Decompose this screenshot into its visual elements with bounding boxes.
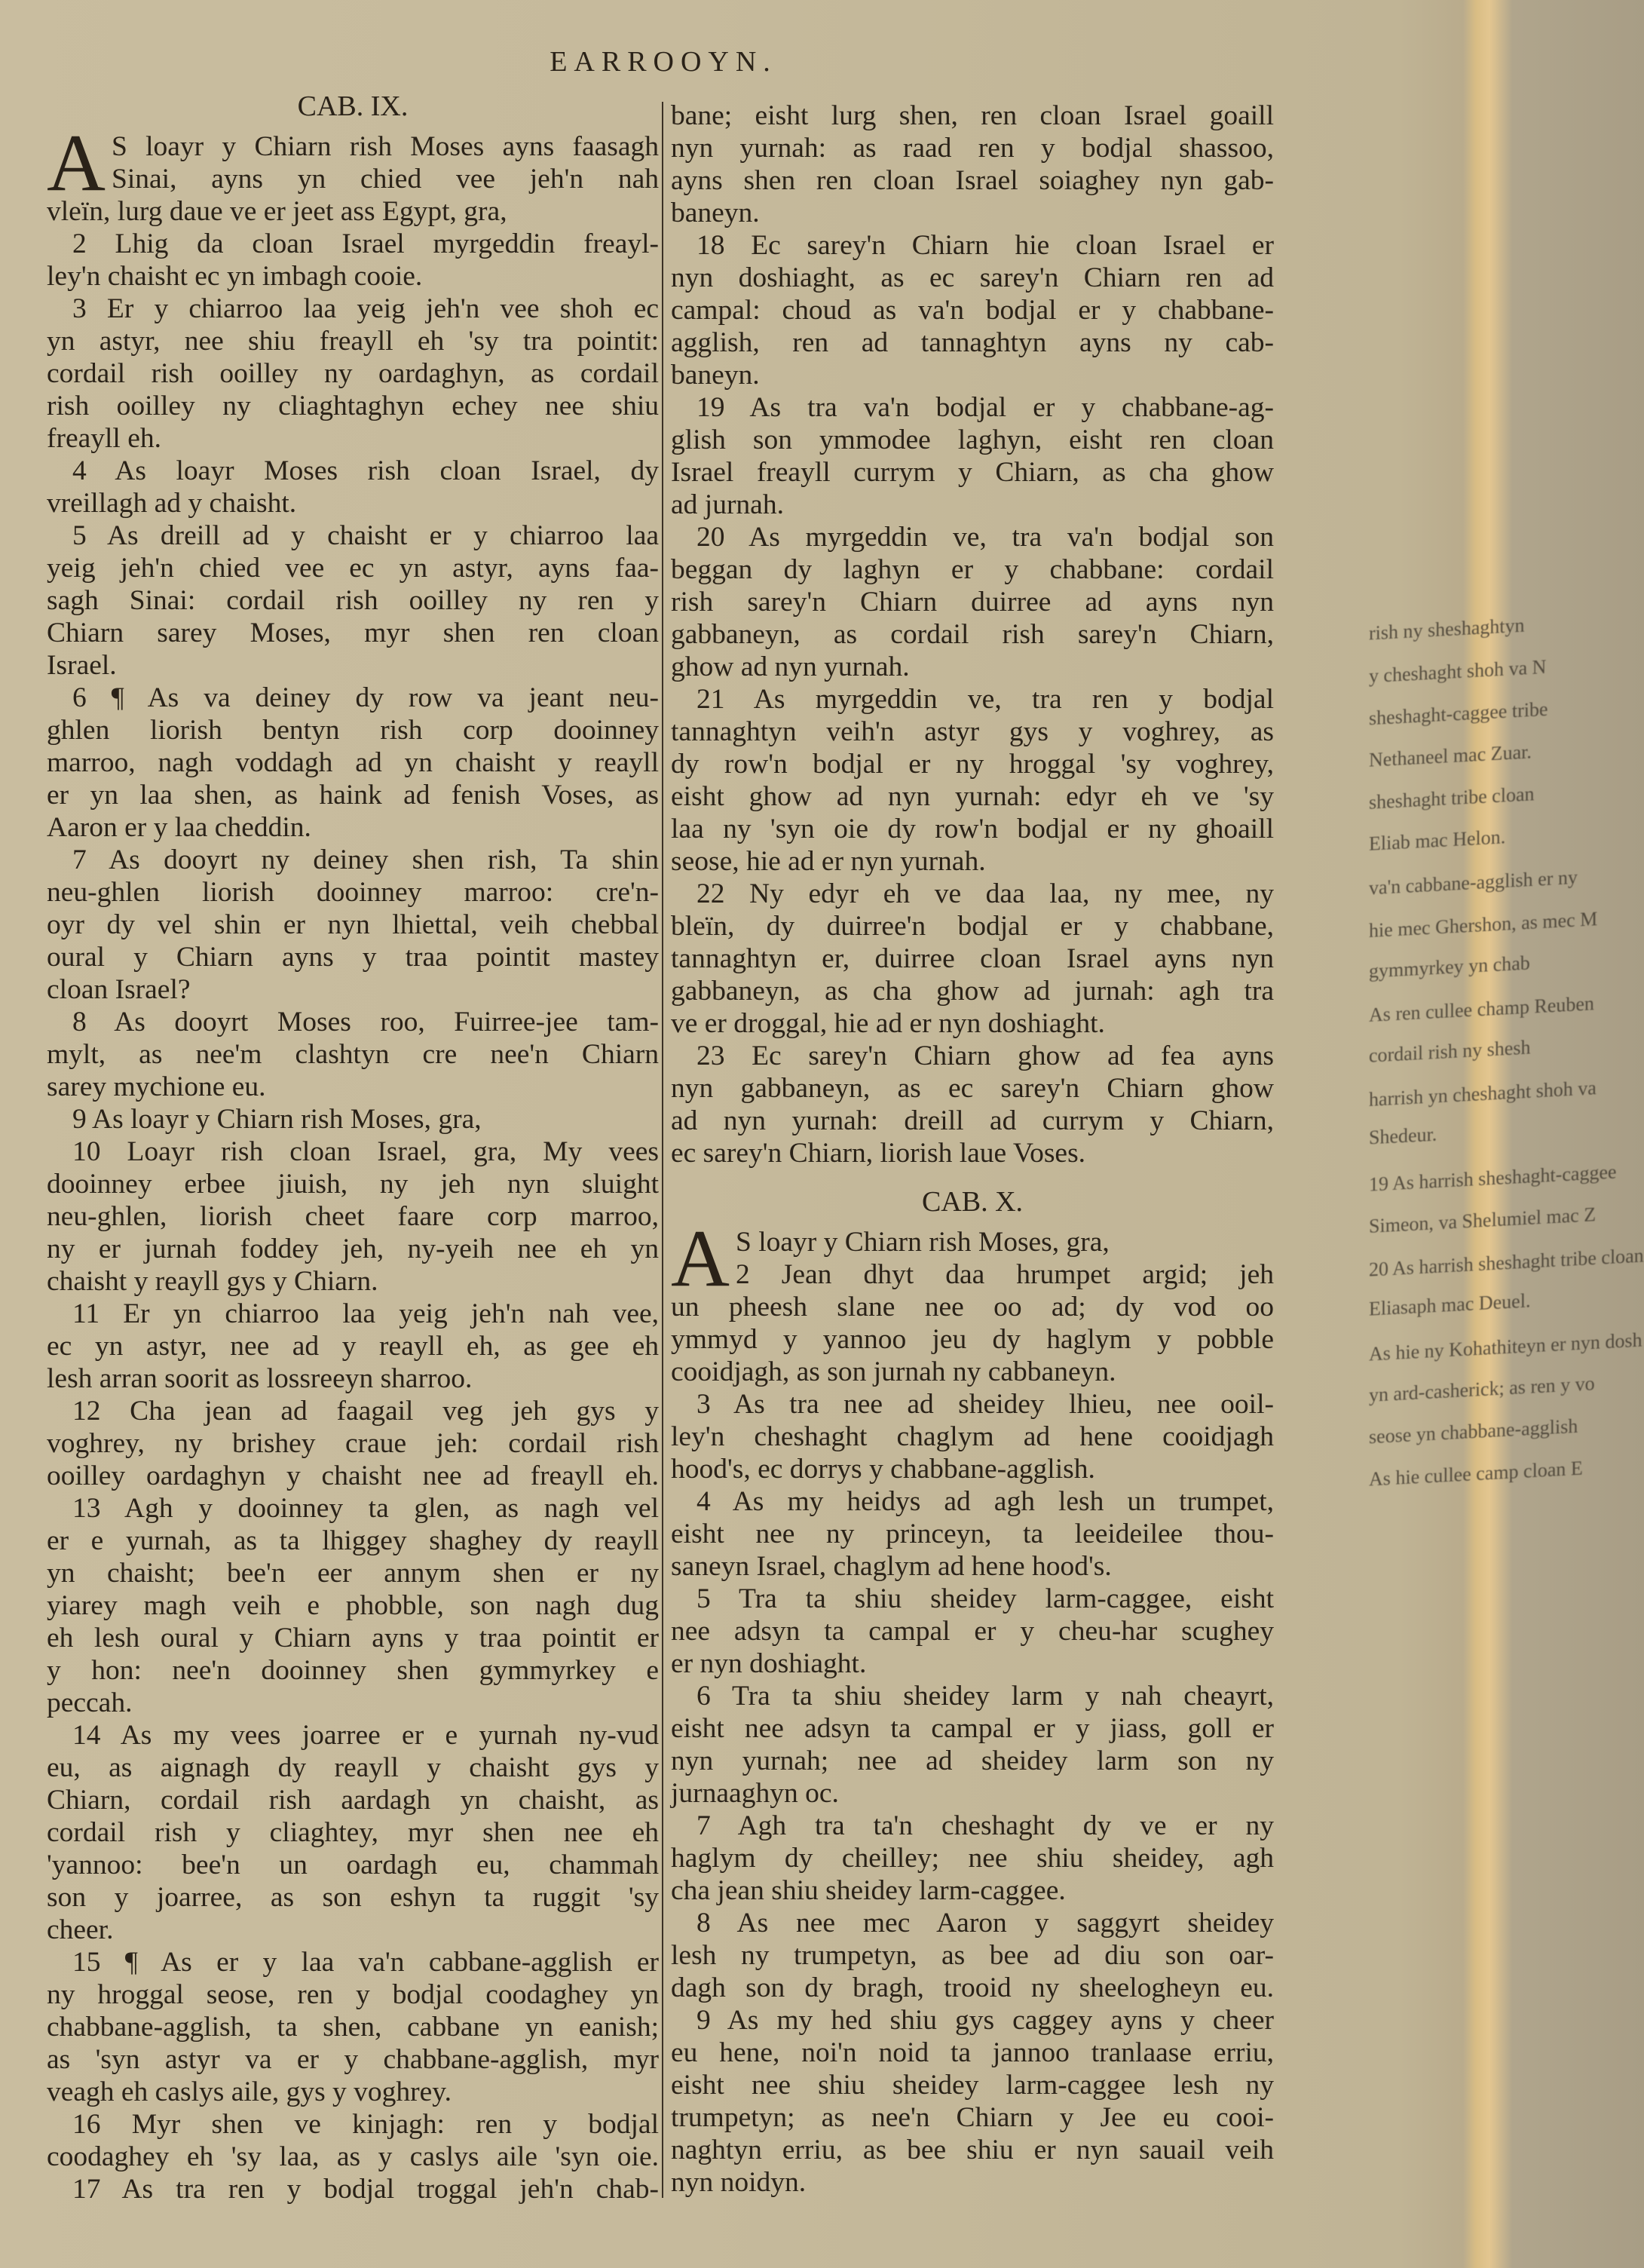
text-line: y hon: nee'n dooinney shen gymmyrkey e	[47, 1655, 659, 1686]
text-line: bleïn, dy duirree'n bodjal er y chabbane,	[671, 911, 1274, 942]
text-line: 10 Loayr rish cloan Israel, gra, My vees	[72, 1136, 659, 1167]
text-line: nyn yurnah; nee ad sheidey larm son ny	[671, 1745, 1274, 1776]
text-line: baneyn.	[671, 360, 760, 391]
text-line: nyn yurnah: as raad ren y bodjal shassoo,	[671, 133, 1274, 164]
text-line: dooinney erbee jiuish, ny jeh nyn sluight	[47, 1169, 659, 1200]
text-line: yn astyr, nee shiu freayll eh 'sy tra pointit:	[47, 326, 659, 357]
text-line: trumpetyn; as nee'n Chiarn y Jee eu cooi-	[671, 2102, 1274, 2133]
text-line: ghlen liorish bentyn rish corp dooinney	[47, 715, 659, 746]
text-line: ec sarey'n Chiarn, liorish laue Voses.	[671, 1138, 1086, 1169]
text-line: sagh Sinai: cordail rish ooilley ny ren y	[47, 585, 659, 616]
text-line: ymmyd y yannoo jeu dy haglym y pobble	[671, 1324, 1274, 1355]
running-head: EARROOYN.	[550, 46, 777, 78]
text-line: 9 As my hed shiu gys caggey ayns y cheer	[696, 2005, 1274, 2036]
column-divider	[662, 102, 663, 2198]
text-line: chabbane-agglish, ta shen, cabbane yn eanish;	[47, 2012, 659, 2043]
text-line: agglish, ren ad tannaghtyn ayns ny cab-	[671, 327, 1274, 358]
text-line: 8 As nee mec Aaron y saggyrt sheidey	[696, 1908, 1274, 1939]
text-line: baneyn.	[671, 198, 760, 228]
text-line: gabbaneyn, as cha ghow ad jurnah: agh tra	[671, 976, 1274, 1007]
text-line: tannaghtyn er, duirree cloan Israel ayns nyn	[671, 943, 1274, 974]
text-line: ooilley oardaghyn y chaisht nee ad freayll eh.	[47, 1460, 659, 1491]
text-line: Chiarn, cordail rish aardagh yn chaisht, as	[47, 1785, 659, 1816]
text-line: coodaghey eh 'sy laa, as y caslys aile 'syn oie.	[47, 2141, 659, 2172]
facing-page-fragment: As hie cullee camp cloan E	[1369, 1457, 1583, 1491]
text-line: 20 As myrgeddin ve, tra va'n bodjal son	[696, 522, 1274, 553]
text-line: ayns shen ren cloan Israel soiaghey nyn gab-	[671, 165, 1274, 196]
chapter-heading: CAB. X.	[921, 1186, 1024, 1218]
text-line: yiarey magh veih e phobble, son nagh dug	[47, 1590, 659, 1621]
text-line: 13 Agh y dooinney ta glen, as nagh vel	[72, 1493, 659, 1524]
text-line: 22 Ny edyr eh ve daa laa, ny mee, ny	[696, 878, 1274, 909]
text-line: oyr dy vel shin er nyn lhiettal, veih chebbal	[47, 909, 659, 940]
text-line: eisht nee adsyn ta campal er y jiass, goll er	[671, 1713, 1274, 1744]
drop-cap: A	[47, 118, 106, 208]
facing-page-fragment: va'n cabbane-agglish er ny	[1369, 866, 1578, 900]
text-line: eh lesh oural y Chiarn ayns y traa pointit er	[47, 1623, 659, 1653]
text-line: cheer.	[47, 1914, 114, 1945]
text-line: 12 Cha jean ad faagail veg jeh gys y	[72, 1396, 659, 1427]
text-line: 11 Er yn chiarroo laa yeig jeh'n nah vee,	[72, 1298, 659, 1329]
text-line: yeig jeh'n chied vee ec yn astyr, ayns faa-	[47, 553, 659, 584]
text-line: naghtyn erriu, as bee shiu er nyn sauail veih	[671, 2135, 1274, 2165]
text-line: un pheesh slane nee oo ad; dy vod oo	[671, 1292, 1274, 1322]
facing-page-fragment: gymmyrkey yn chab	[1369, 952, 1530, 982]
text-line: Chiarn sarey Moses, myr shen ren cloan	[47, 618, 659, 648]
text-line: ec yn astyr, nee ad y reayll eh, as gee eh	[47, 1331, 659, 1362]
text-line: 19 As tra va'n bodjal er y chabbane-ag-	[696, 392, 1274, 423]
text-line: beggan dy laghyn er y chabbane: cordail	[671, 554, 1274, 585]
text-line: eisht nee shiu sheidey larm-caggee lesh ny	[671, 2070, 1274, 2101]
text-line: 2 Jean dhyt daa hrumpet argid; jeh	[736, 1259, 1274, 1290]
text-line: cha jean shiu sheidey larm-caggee.	[671, 1875, 1066, 1906]
text-line: er yn laa shen, as haink ad fenish Voses, as	[47, 780, 659, 811]
text-line: 16 Myr shen ve kinjagh: ren y bodjal	[72, 2109, 659, 2140]
text-line: yn chaisht; bee'n eer annym shen er ny	[47, 1558, 659, 1589]
text-line: peccah.	[47, 1687, 133, 1718]
text-line: haglym dy cheilley; nee shiu sheidey, agh	[671, 1843, 1274, 1874]
text-line: S loayr y Chiarn rish Moses, gra,	[736, 1227, 1110, 1258]
text-line: ny er jurnah foddey jeh, ny-yeih nee eh yn	[47, 1234, 659, 1264]
text-line: 23 Ec sarey'n Chiarn ghow ad fea ayns	[696, 1041, 1274, 1071]
text-line: nyn doshiaght, as ec sarey'n Chiarn ren ad	[671, 262, 1274, 293]
text-line: er nyn doshiaght.	[671, 1648, 867, 1679]
text-line: 7 Agh tra ta'n cheshaght dy ve er ny	[696, 1810, 1274, 1841]
text-line: voghrey, ny brishey craue jeh: cordail rish	[47, 1428, 659, 1459]
text-line: oural y Chiarn ayns y traa pointit mastey	[47, 942, 659, 973]
facing-page-fragment: As ren cullee champ Reuben	[1369, 992, 1594, 1026]
text-line: Aaron er y laa cheddin.	[47, 812, 311, 843]
text-line: 21 As myrgeddin ve, tra ren y bodjal	[696, 684, 1274, 715]
facing-page-fragment: Nethaneel mac Zuar.	[1369, 740, 1532, 771]
text-line: seose, hie ad er nyn yurnah.	[671, 846, 986, 877]
text-line: 18 Ec sarey'n Chiarn hie cloan Israel er	[696, 230, 1274, 261]
text-line: cloan Israel?	[47, 974, 191, 1005]
text-line: 5 Tra ta shiu sheidey larm-caggee, eisht	[696, 1583, 1274, 1614]
facing-page-fragment: Eliasaph mac Deuel.	[1369, 1289, 1531, 1320]
text-line: cordail rish ooilley ny oardaghyn, as cordail	[47, 358, 659, 389]
text-line: neu-ghlen, liorish cheet faare corp marroo,	[47, 1201, 659, 1232]
text-line: eu hene, noi'n noid ta jannoo tranlaase erriu,	[671, 2037, 1274, 2068]
text-line: 15 ¶ As er y laa va'n cabbane-agglish er	[72, 1947, 659, 1978]
text-line: 3 As tra nee ad sheidey lhieu, nee ooil-	[696, 1389, 1274, 1420]
text-line: sarey mychione eu.	[47, 1071, 266, 1102]
text-line: cooidjagh, as son jurnah ny cabbaneyn.	[671, 1356, 1116, 1387]
text-line: rish ooilley ny cliaghtaghyn echey nee shiu	[47, 391, 659, 421]
text-line: ghow ad nyn yurnah.	[671, 651, 910, 682]
text-line: Israel freayll currym y Chiarn, as cha ghow	[671, 457, 1274, 488]
text-line: 6 ¶ As va deiney dy row va jeant neu-	[72, 682, 659, 713]
chapter-heading: CAB. IX.	[297, 90, 409, 122]
text-line: 9 As loayr y Chiarn rish Moses, gra,	[72, 1104, 482, 1135]
text-line: ve er droggal, hie ad er nyn doshiaght.	[671, 1008, 1105, 1039]
text-line: hood's, ec dorrys y chabbane-agglish.	[671, 1454, 1095, 1485]
text-line: laa ny 'syn oie dy row'n bodjal er ny ghoaill	[671, 814, 1274, 844]
text-line: er e yurnah, as ta lhiggey shaghey dy reayll	[47, 1525, 659, 1556]
text-line: vleïn, lurg daue ve er jeet ass Egypt, gra,	[47, 196, 507, 227]
facing-page-fragment: Eliab mac Helon.	[1369, 826, 1506, 855]
text-line: S loayr y Chiarn rish Moses ayns faasagh	[112, 131, 659, 162]
text-line: 4 As my heidys ad agh lesh un trumpet,	[696, 1486, 1274, 1517]
facing-page-fragment: 20 As harrish sheshaght tribe cloan	[1369, 1244, 1644, 1281]
text-line: gabbaneyn, as cordail rish sarey'n Chiarn,	[671, 619, 1274, 650]
facing-page-fragment: As hie ny Kohathiteyn er nyn dosh	[1369, 1329, 1642, 1365]
text-line: 17 As tra ren y bodjal troggal jeh'n chab-	[72, 2174, 659, 2205]
text-line: 2 Lhig da cloan Israel myrgeddin freayl-	[72, 228, 659, 259]
text-line: son y joarree, as son eshyn ta ruggit 'sy	[47, 1882, 659, 1913]
facing-page-fragment: Shedeur.	[1369, 1123, 1437, 1149]
text-line: ley'n cheshaght chaglym ad hene cooidjagh	[671, 1421, 1274, 1452]
text-line: nee adsyn ta campal er y cheu-har scughey	[671, 1616, 1274, 1647]
text-line: 5 As dreill ad y chaisht er y chiarroo laa	[72, 520, 659, 551]
facing-page-fragment: sheshaght tribe cloan	[1369, 783, 1535, 814]
text-line: 7 As dooyrt ny deiney shen rish, Ta shin	[72, 844, 659, 875]
facing-page-fragment: seose yn chabbane-agglish	[1369, 1414, 1578, 1448]
text-line: dy row'n bodjal er ny hroggal 'sy voghrey,	[671, 749, 1274, 780]
text-line: dagh son dy bragh, trooid ny sheelogheyn eu.	[671, 1972, 1274, 2003]
text-line: lesh ny trumpetyn, as bee ad diu son oar-	[671, 1940, 1274, 1971]
facing-page-fragment: cordail rish ny shesh	[1369, 1036, 1531, 1067]
text-line: bane; eisht lurg shen, ren cloan Israel goaill	[671, 100, 1274, 131]
facing-page-fragment: 19 As harrish sheshaght-caggee	[1369, 1160, 1617, 1196]
text-line: ad jurnah.	[671, 489, 784, 520]
text-line: saneyn Israel, chaglym ad hene hood's.	[671, 1551, 1112, 1582]
text-line: mylt, as nee'm clashtyn cre nee'n Chiarn	[47, 1039, 659, 1070]
text-line: 'yannoo: bee'n un oardagh eu, chammah	[47, 1850, 659, 1880]
text-line: eisht nee ny princeyn, ta leeideilee thou-	[671, 1519, 1274, 1549]
facing-page-fragment: harrish yn cheshaght shoh va	[1369, 1077, 1597, 1111]
text-line: 14 As my vees joarree er e yurnah ny-vud	[72, 1720, 659, 1751]
text-line: rish sarey'n Chiarn duirree ad ayns nyn	[671, 587, 1274, 618]
text-line: ny hroggal seose, ren y bodjal coodaghey yn	[47, 1979, 659, 2010]
text-line: nyn gabbaneyn, as ec sarey'n Chiarn ghow	[671, 1073, 1274, 1104]
drop-cap: A	[671, 1214, 730, 1304]
facing-page-edge	[1366, 0, 1644, 2268]
facing-page-fragment: yn ard-casherick; as ren y vo	[1369, 1372, 1595, 1406]
facing-page-fragment: sheshaght-caggee tribe	[1369, 697, 1548, 730]
text-line: neu-ghlen liorish dooinney marroo: cre'n-	[47, 877, 659, 908]
text-line: 4 As loayr Moses rish cloan Israel, dy	[72, 455, 659, 486]
text-line: nyn noidyn.	[671, 2167, 807, 2198]
text-line: ley'n chaisht ec yn imbagh cooie.	[47, 261, 423, 292]
text-line: 3 Er y chiarroo laa yeig jeh'n vee shoh ec	[72, 293, 659, 324]
facing-page-fragment: hie mec Ghershon, as mec M	[1369, 908, 1598, 942]
text-line: 8 As dooyrt Moses roo, Fuirree-jee tam-	[72, 1007, 659, 1037]
text-line: cordail rish y cliaghtey, myr shen nee eh	[47, 1817, 659, 1848]
text-line: tannaghtyn veih'n astyr gys y voghrey, as	[671, 716, 1274, 747]
text-line: eu, as aignagh dy reayll y chaisht gys y	[47, 1752, 659, 1783]
text-line: Sinai, ayns yn chied vee jeh'n nah	[112, 164, 659, 195]
text-line: ad nyn yurnah: dreill ad currym y Chiarn,	[671, 1105, 1274, 1136]
text-line: marroo, nagh voddagh ad yn chaisht y reayll	[47, 747, 659, 778]
text-line: freayll eh.	[47, 423, 161, 454]
text-line: vreillagh ad y chaisht.	[47, 488, 297, 519]
text-line: lesh arran soorit as lossreeyn sharroo.	[47, 1363, 473, 1394]
text-line: as 'syn astyr va er y chabbane-agglish, myr	[47, 2044, 659, 2075]
text-line: campal: choud as va'n bodjal er y chabbane-	[671, 295, 1274, 326]
text-line: glish son ymmodee laghyn, eisht ren cloan	[671, 424, 1274, 455]
text-line: veagh eh caslys aile, gys y voghrey.	[47, 2076, 452, 2107]
text-line: eisht ghow ad nyn yurnah: edyr eh ve 'sy	[671, 781, 1274, 812]
text-line: chaisht y reayll gys y Chiarn.	[47, 1266, 378, 1297]
facing-page-fragment: y cheshaght shoh va N	[1369, 655, 1547, 688]
facing-page-fragment: rish ny sheshaghtyn	[1369, 614, 1525, 645]
facing-page-fragment: Simeon, va Shelumiel mac Z	[1369, 1203, 1597, 1237]
text-line: 6 Tra ta shiu sheidey larm y nah cheayrt,	[696, 1681, 1274, 1712]
text-line: jurnaaghyn oc.	[671, 1778, 839, 1809]
text-line: Israel.	[47, 650, 117, 681]
